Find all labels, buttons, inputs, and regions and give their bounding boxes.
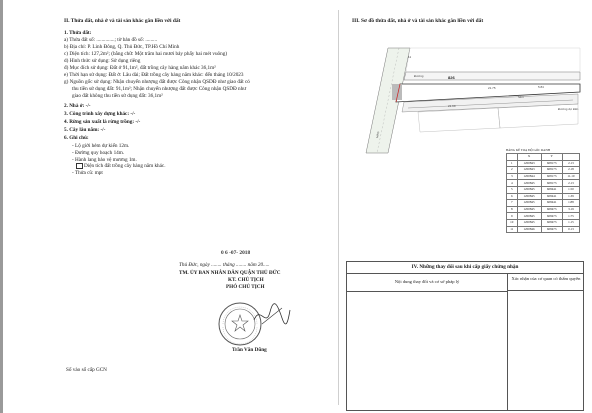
coord-header-cell [507, 154, 518, 161]
note-canal: - Hành lang bảo vệ mương 1m. [72, 157, 137, 163]
coord-cell: 1 [507, 160, 518, 167]
coord-cell: 2.18 [562, 167, 579, 174]
legend-box-icon [76, 163, 83, 169]
coord-cell: 1200845 [517, 186, 541, 193]
coord-cell: 1200845 [517, 193, 541, 200]
center-fold [338, 10, 339, 405]
coord-row [507, 213, 580, 220]
note-road: - Đường quy hoạch 14m. [72, 150, 125, 156]
page-edge [0, 0, 3, 413]
coord-cell: 1200843 [517, 160, 541, 167]
purpose-line: đ) Mục đích sử dụng: Đất ở 91,1m², đất trồng cây hàng năm khác 36,1m² [64, 65, 216, 71]
coord-cell: 1200846 [517, 226, 541, 233]
note-crop-land: Diện tích đất trồng cây hàng năm khác. [84, 163, 166, 169]
svg-text:21.75: 21.75 [488, 86, 496, 90]
coord-cell: 1200845 [517, 180, 541, 187]
changes-title: IV. Những thay đổi sau khi cấp giấy chứng nhận [347, 262, 583, 274]
coord-row [507, 206, 580, 213]
kt-chairman: KT. CHỦ TỊCH [228, 277, 264, 283]
origin-line-3: giao đất không thu tiền sử dụng đất: 36,1m² [72, 93, 163, 99]
coord-header-cell: X [517, 154, 541, 161]
coord-cell: 10 [507, 219, 518, 226]
coord-row [507, 186, 580, 193]
coord-cell: 5 [507, 186, 518, 193]
coord-cell: 1200843 [517, 167, 541, 174]
notes-heading: 6. Ghi chú: [64, 135, 89, 141]
coord-cell: 1.88 [562, 200, 579, 207]
changes-table [346, 261, 584, 411]
coord-row [507, 200, 580, 207]
coord-cell: 608473 [541, 206, 562, 213]
date-stamp: 0 6 -07- 2018 [221, 250, 251, 256]
land-heading: 1. Thửa đất: [64, 30, 92, 36]
address-line: b) Địa chỉ: P. Linh Đông, Q. Thủ Đức, TP.Hồ Chí Minh [64, 44, 180, 50]
place-date: Thủ Đức, ngày ........ tháng ........ năm 20..... [179, 262, 270, 268]
coord-cell: 608473 [541, 226, 562, 233]
coordinate-table [506, 153, 580, 233]
coord-row [507, 193, 580, 200]
coord-cell: 1.75 [562, 213, 579, 220]
changes-col-divider [507, 273, 508, 411]
coord-cell: 11.10 [562, 173, 579, 180]
coord-cell: 608173 [541, 167, 562, 174]
svg-text:Đường: Đường [414, 74, 424, 78]
note-alley: - Lộ giới hẻm dự kiến 12m. [72, 143, 130, 149]
vice-chairman: PHÓ CHỦ TỊCH [226, 284, 265, 290]
note-old-parcel: - Thửa cũ: mpt [72, 170, 103, 176]
coord-cell: 6 [507, 193, 518, 200]
coord-cell: 1200845 [517, 206, 541, 213]
coord-cell: 608441 [541, 186, 562, 193]
coord-row [507, 167, 580, 174]
coord-cell: 1200845 [517, 219, 541, 226]
svg-text:hẻm: hẻm [518, 95, 524, 99]
parcel-line: a) Thửa đất số: ..............; tờ bản đồ số: ......... [64, 37, 158, 43]
coord-header-cell [562, 154, 579, 161]
section-title-iii: III. Sơ đồ thửa đất, nhà ở và tài sản khác gắn liền với đất [352, 18, 484, 24]
coord-row [507, 226, 580, 233]
coord-cell: 608441 [541, 193, 562, 200]
coord-row [507, 160, 580, 167]
svg-text:21.60: 21.60 [448, 104, 456, 108]
coord-cell: 1200844 [517, 173, 541, 180]
svg-text:5.84: 5.84 [538, 85, 544, 89]
coord-cell: 608473 [541, 219, 562, 226]
perennial-item: 5. Cây lâu năm: -/- [64, 127, 106, 133]
signer-name: Trần Văn Dũng [232, 347, 267, 353]
coord-cell: 7 [507, 200, 518, 207]
coord-cell: 608473 [541, 213, 562, 220]
coord-row [507, 173, 580, 180]
coord-cell: 1.50 [562, 186, 579, 193]
coord-cell: 4 [507, 180, 518, 187]
svg-text:11: 11 [408, 55, 412, 59]
coordinate-table-title: BẢNG KÊ TOẠ ĐỘ GÓC RANH [506, 148, 551, 152]
svg-text:Hẻm: Hẻm [375, 131, 381, 139]
coord-cell: 9 [507, 213, 518, 220]
coord-cell: 608173 [541, 173, 562, 180]
changes-col-content: Nội dung thay đổi và cơ sở pháp lý [347, 273, 507, 292]
map-label: 826 [448, 75, 455, 80]
certificate-number-label: Số vào sổ cấp GCN [66, 367, 107, 373]
coord-cell: 608173 [541, 180, 562, 187]
coord-cell: 0.13 [562, 226, 579, 233]
coord-cell: 11 [507, 226, 518, 233]
origin-line-2: thu tiền sử dụng đất: 91,1m²; Nhận chuyển nhượng đất được Công nhận QSDĐ như [72, 86, 247, 92]
coord-cell: 608173 [541, 160, 562, 167]
coord-cell: 1200845 [517, 213, 541, 220]
coord-cell: 2 [507, 167, 518, 174]
house-item: 2. Nhà ở: -/- [64, 103, 91, 109]
coord-cell: 1.39 [562, 193, 579, 200]
coord-cell: 2.13 [562, 180, 579, 187]
coord-cell: 3 [507, 173, 518, 180]
changes-col-confirmation: Xác nhận của cơ quan có thẩm quyền [508, 273, 584, 291]
svg-text:Đường dự kiến: Đường dự kiến [558, 107, 579, 111]
coord-header-cell: Y [541, 154, 562, 161]
coord-row [507, 219, 580, 226]
other-construction-item: 3. Công trình xây dựng khác: -/- [64, 111, 136, 117]
coord-cell: 1.15 [562, 219, 579, 226]
coord-row [507, 180, 580, 187]
signature-icon [252, 300, 292, 330]
usage-form-line: d) Hình thức sử dụng: Sử dụng riêng [64, 58, 141, 64]
coord-cell: 3.19 [562, 206, 579, 213]
forest-item: 4. Rừng sản xuất là rừng trồng: -/- [64, 119, 141, 125]
origin-line-1: g) Nguồn gốc sử dụng: Nhận chuyển nhượng đất được Công nhận QSDĐ như giao đất có [64, 79, 250, 85]
term-line: e) Thời hạn sử dụng: Đất ở: Lâu dài; Đất trồng cây hàng năm khác: đến tháng 10/2023 [64, 72, 244, 78]
authority-line: TM. ỦY BAN NHÂN DÂN QUẬN THỦ ĐỨC [179, 270, 281, 276]
coord-cell: 2.13 [562, 160, 579, 167]
coord-cell: 608441 [541, 200, 562, 207]
coord-cell: 8 [507, 206, 518, 213]
section-title-ii: II. Thửa đất, nhà ở và tài sản khác gắn liền với đất [64, 18, 181, 24]
coord-cell: 1200845 [517, 200, 541, 207]
area-line: c) Diện tích: 127,2m²; (bằng chữ: Một trăm hai mươi bảy phẩy hai mét vuông) [64, 51, 228, 57]
